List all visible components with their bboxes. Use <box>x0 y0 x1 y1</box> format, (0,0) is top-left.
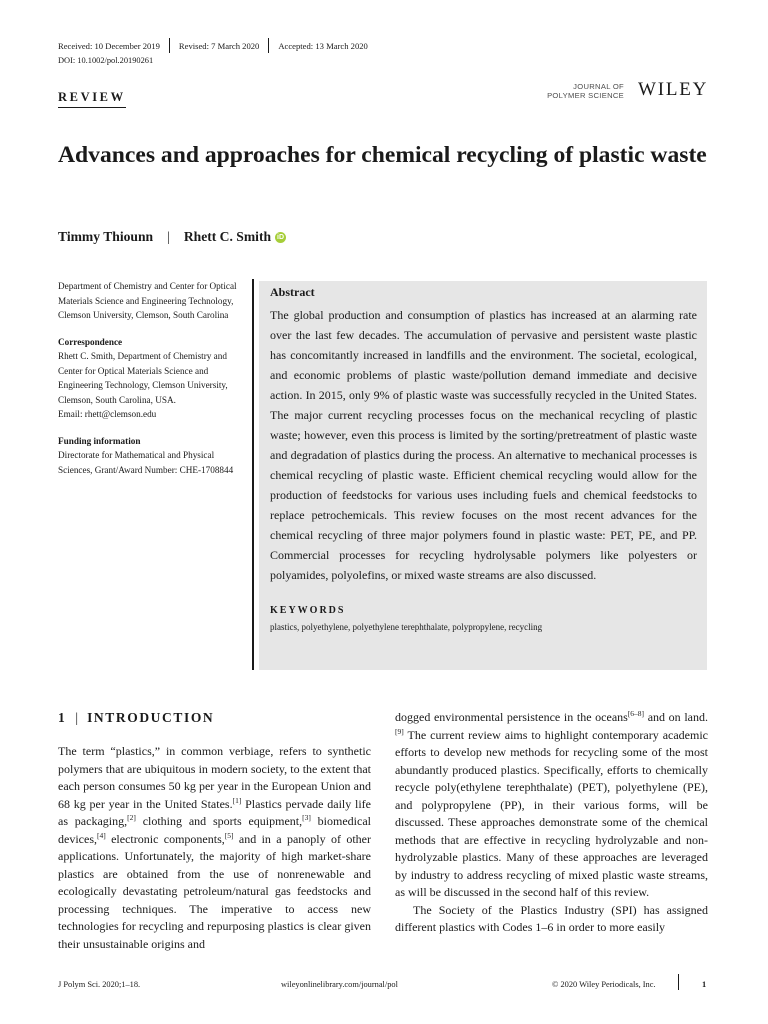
section-number: 1 <box>58 710 67 725</box>
sidebar-divider <box>252 279 254 670</box>
body-text: The term “plastics,” in common verbiage, refers to synthetic polymers that are ubiquitous in modern society, to the extent that each person consumes 50 kg per year in the European Union and 68 kg per year in the United States. <box>58 744 371 811</box>
body-text: electronic components, <box>105 831 225 846</box>
revised-date: Revised: 7 March 2020 <box>178 40 260 51</box>
citation-link[interactable]: [2] <box>127 813 136 822</box>
body-text: dogged environmental persistence in the oceans <box>395 710 628 724</box>
author-separator: | <box>167 229 170 244</box>
email-link[interactable]: Email: rhett@clemson.edu <box>58 409 157 419</box>
journal-logo-line2: POLYMER SCIENCE <box>547 90 624 100</box>
correspondence <box>58 335 248 422</box>
body-text: clothing and sports equipment, <box>135 814 303 828</box>
footer-url[interactable]: wileyonlinelibrary.com/journal/pol <box>281 980 398 989</box>
footer-citation: J Polym Sci. 2020;1–18. <box>58 980 141 989</box>
body-text: and in a panoply of other applications. Unfortunately, the majority of high market-share plastics are obtained from the use of nonrenewable and ecologically devastating petroleum/natural gas feedstocks and processing techniques. The imperative to access new technologies for recycling and repurposing plastics is clear given their unsustainable origins and <box>58 831 371 951</box>
citation-link[interactable]: [4] <box>96 830 106 840</box>
article-history <box>58 38 368 53</box>
correspondence-heading: Correspondence <box>58 336 123 347</box>
keywords-heading: KEYWORDS <box>270 605 346 616</box>
funding-text: Directorate for Mathematical and Physical Sciences, Grant/Award Number: CHE-1708844 <box>58 450 234 475</box>
section-separator: | <box>75 710 79 725</box>
body-column-right <box>395 709 708 937</box>
page-number: 1 <box>702 980 707 989</box>
citation-link[interactable]: [6–8] <box>627 709 645 718</box>
section-title: INTRODUCTION <box>87 710 215 725</box>
body-text: Plastics pervade daily life as packaging, <box>58 796 371 828</box>
divider <box>169 38 170 53</box>
affiliation: Department of Chemistry and Center for Optical Materials Science and Engineering Technology, Clemson University, Clemson, South Carolina <box>58 281 237 320</box>
author-list <box>58 229 286 245</box>
funding <box>58 434 248 478</box>
article-type-label: REVIEW <box>58 90 126 108</box>
body-paragraph <box>395 709 708 902</box>
journal-logo <box>520 83 624 100</box>
page-footer <box>58 980 708 992</box>
keywords-list: plastics, polyethylene, polyethylene terephthalate, polypropylene, recycling <box>270 622 543 632</box>
orcid-icon[interactable]: iD <box>277 233 285 241</box>
journal-logo-line1: JOURNAL OF <box>573 82 624 91</box>
footer-divider <box>678 974 679 990</box>
abstract-heading: Abstract <box>270 285 315 299</box>
correspondence-text: Rhett C. Smith, Department of Chemistry and Center for Optical Materials Science and Engineering Technology, Clemson University, Clemson, South Carolina, USA. <box>58 351 228 405</box>
citation-link[interactable]: [3] <box>302 813 311 822</box>
footer-copyright: © 2020 Wiley Periodicals, Inc. <box>552 980 656 989</box>
received-date: Received: 10 December 2019 <box>58 40 160 51</box>
body-column-left <box>58 743 371 953</box>
publisher-logo: WILEY <box>638 79 709 100</box>
body-text: The current review aims to highlight contemporary academic efforts to develop new methods for recycling some of the most abundantly produced plastics. Specifically, efforts to chemically recycle poly(ethylene terephthalate) (PET), polyethylene (PE), and polypropylene (PP), in their various forms, will be discussed. These approaches demonstrate some of the chemical methods that are effective in recycling hydrolyzable and non-hydrolyzable plastics. Many of these approaches are leveraged by industry to address recycling of mixed plastic waste streams, as will be discussed in the second half of this review. <box>395 727 708 899</box>
author-name[interactable]: Rhett C. Smith <box>183 229 272 244</box>
citation-link[interactable]: [9] <box>395 726 404 736</box>
section-heading <box>58 710 214 726</box>
body-text: biomedical devices, <box>58 814 371 846</box>
citation-link[interactable]: [5] <box>224 830 234 840</box>
article-info-sidebar <box>58 279 248 489</box>
accepted-date: Accepted: 13 March 2020 <box>278 40 368 51</box>
abstract-text: The global production and consumption of plastics has increased at an alarming rate over the last few decades. The accumulation of pervasive and persistent waste plastic has concomitantly increased in landfills and the environment. The societal, ecological, and economic problems of plastic waste/pollution demand immediate and decisive action. In 2015, only 9% of plastic waste was successfully recycled in the United States. The major current recycling processes focus on the mechanical recycling of plastic waste; however, even this process is limited by the sorting/pretreatment of plastic waste and degradation of plastics during the process. An alternative to mechanical processes is chemical recycling of plastic waste. Efficient chemical recycling would allow for the production of feedstocks for various uses including fuels and chemical feedstocks to replace petrochemicals. This review focuses on the most recent advances for the chemical recycling of three major polymers found in plastic waste: PET, PE, and PP. Commercial processes for recycling hydrolysable polymers like polyesters or polyamides, polyolefins, or mixed waste streams are also discussed. <box>270 308 697 582</box>
author-name[interactable]: Timmy Thiounn <box>58 229 154 244</box>
article-title: Advances and approaches for chemical recycling of plastic waste <box>58 142 707 168</box>
body-text: and on land. <box>644 710 708 724</box>
abstract-box <box>259 281 707 670</box>
doi-link[interactable]: DOI: 10.1002/pol.20190261 <box>58 56 154 65</box>
divider <box>268 38 269 53</box>
funding-heading: Funding information <box>58 435 141 446</box>
body-paragraph: The Society of the Plastics Industry (SPI) has assigned different plastics with Codes 1–6 in order to more easily <box>395 902 708 934</box>
citation-link[interactable]: [1] <box>232 795 242 805</box>
